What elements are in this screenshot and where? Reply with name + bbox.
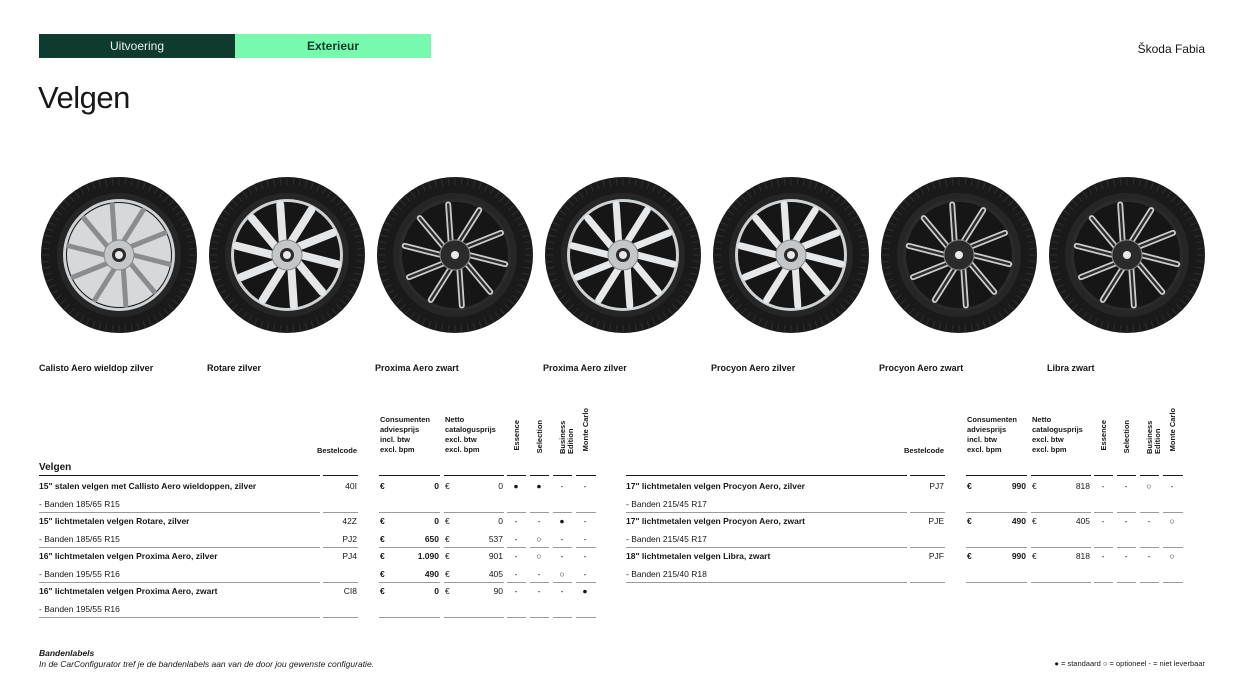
cell-code: 40I (345, 481, 357, 491)
cell-price: 490 (424, 568, 439, 579)
header-consumenten: Consumenten (380, 415, 431, 424)
row-divider (1117, 475, 1136, 476)
row-divider (626, 475, 907, 476)
cell-availability: - (1101, 516, 1105, 526)
cell-availability: - (1147, 516, 1151, 526)
wheel-label: Proxima Aero zwart (375, 363, 459, 373)
header-netto: excl. bpm (1032, 445, 1067, 454)
cell-eur: € (380, 481, 385, 491)
header-trim: Monte Carlo (581, 408, 590, 452)
cell-code: CI8 (343, 586, 357, 596)
cell-availability: - (514, 551, 518, 561)
header-netto: excl. btw (445, 435, 477, 444)
footer-title: Bandenlabels (39, 648, 95, 658)
wheel-label: Rotare zilver (207, 363, 262, 373)
cell-name: 16" lichtmetalen velgen Proxima Aero, zwart (39, 586, 218, 596)
wheel-image-black-libra (1047, 175, 1207, 335)
cell-name: - Banden 215/45 R17 (626, 533, 707, 544)
table-row (39, 565, 596, 582)
table-row (626, 477, 1184, 494)
header-netto: excl. btw (1032, 435, 1064, 444)
row-divider (507, 617, 526, 618)
row-divider (1117, 582, 1136, 583)
cell-price: 990 (1011, 481, 1026, 491)
cell-name: 17" lichtmetalen velgen Procyon Aero, zilver (626, 481, 805, 491)
header-netto: catalogusprijs (445, 425, 496, 434)
cell-availability: - (537, 516, 541, 526)
header-netto: Netto (1032, 415, 1052, 424)
row-divider (1031, 475, 1091, 476)
cell-eur: € (380, 586, 385, 596)
table-row (39, 512, 596, 529)
cell-name: - Banden 195/55 R16 (39, 568, 120, 579)
cell-eur: € (967, 551, 972, 561)
cell-code: PJF (928, 551, 944, 561)
row-divider (1094, 582, 1113, 583)
row-divider (553, 475, 572, 476)
table-row (626, 495, 1184, 512)
cell-availability: - (1124, 516, 1128, 526)
cell-name: 18" lichtmetalen velgen Libra, zwart (626, 551, 771, 561)
cell-availability: - (1170, 481, 1174, 491)
row-divider (444, 617, 504, 618)
header-trim: Business Edition (1145, 420, 1162, 454)
header-trim: Business Edition (558, 420, 575, 454)
row-divider (553, 617, 572, 618)
cell-eur2: € (1032, 481, 1037, 491)
cell-eur2: € (445, 516, 450, 526)
cell-price: 650 (424, 533, 439, 544)
header-consumenten: incl. btw (967, 435, 997, 444)
row-divider (530, 475, 549, 476)
row-divider (910, 475, 945, 476)
tab-uitvoering[interactable]: Uitvoering (39, 34, 235, 58)
cell-availability: - (1124, 481, 1128, 491)
cell-availability: - (583, 533, 587, 544)
row-divider (1094, 475, 1113, 476)
table-row (39, 600, 596, 617)
rims-table-left (39, 406, 596, 626)
cell-availability: - (1124, 551, 1128, 561)
cell-eur: € (967, 516, 972, 526)
cell-availability: - (560, 551, 564, 561)
cell-code: PJ7 (929, 481, 944, 491)
cell-code: PJ4 (342, 551, 357, 561)
cell-net: 818 (1075, 481, 1090, 491)
table-row (39, 477, 596, 494)
header-netto: catalogusprijs (1032, 425, 1083, 434)
cell-availability: - (514, 533, 518, 544)
cell-net: 0 (498, 481, 503, 491)
cell-net: 405 (488, 568, 503, 579)
cell-name: - Banden 185/65 R15 (39, 498, 120, 509)
cell-name: 16" lichtmetalen velgen Proxima Aero, zilver (39, 551, 218, 561)
cell-price: 990 (1011, 551, 1026, 561)
row-divider (323, 617, 358, 618)
row-divider (507, 475, 526, 476)
cell-availability: ● (559, 516, 565, 526)
table-row (626, 547, 1184, 564)
footer-text: In de CarConfigurator tref je de bandenlabels aan van de door jou gewenste configuratie. (39, 659, 375, 669)
row-divider (576, 475, 596, 476)
wheel-image-silver-procyon (711, 175, 871, 335)
row-divider (39, 475, 320, 476)
cell-availability: ○ (1169, 551, 1175, 561)
cell-name: 15" lichtmetalen velgen Rotare, zilver (39, 516, 190, 526)
cell-eur: € (380, 516, 385, 526)
row-divider (1163, 582, 1183, 583)
cell-availability: ● (513, 481, 519, 491)
cell-availability: - (1101, 481, 1105, 491)
section-title: Velgen (39, 462, 72, 473)
wheel-gallery (39, 175, 1209, 340)
cell-net: 537 (488, 533, 503, 544)
header-bestelcode: Bestelcode (317, 446, 358, 455)
wheel-image-black-aero (375, 175, 535, 335)
header-consumenten: excl. bpm (967, 445, 1002, 454)
table-row (39, 530, 596, 547)
row-divider (966, 582, 1027, 583)
cell-eur2: € (1032, 516, 1037, 526)
cell-availability: ○ (559, 568, 565, 579)
cell-price: 490 (1011, 516, 1026, 526)
cell-availability: ● (582, 586, 588, 596)
cell-eur: € (380, 533, 385, 544)
table-row (39, 582, 596, 599)
cell-name: - Banden 215/40 R18 (626, 568, 707, 579)
wheel-image-black-procyon (879, 175, 1039, 335)
cell-price: 1.090 (417, 551, 439, 561)
cell-code: PJ2 (342, 533, 357, 544)
cell-eur2: € (445, 551, 450, 561)
header-consumenten: Consumenten (967, 415, 1018, 424)
cell-name: - Banden 215/45 R17 (626, 498, 707, 509)
wheel-image-steel-cover (39, 175, 199, 335)
table-row (39, 547, 596, 564)
row-divider (379, 475, 440, 476)
table-row (626, 565, 1184, 582)
cell-availability: - (1101, 551, 1105, 561)
cell-availability: - (537, 586, 541, 596)
cell-availability: - (583, 481, 587, 491)
cell-name: 15" stalen velgen met Callisto Aero wieldoppen, zilver (39, 481, 257, 491)
tab-exterieur[interactable]: Exterieur (235, 34, 431, 58)
row-divider (1031, 582, 1091, 583)
cell-name: 17" lichtmetalen velgen Procyon Aero, zwart (626, 516, 805, 526)
cell-availability: ● (536, 481, 542, 491)
header-trim: Selection (535, 420, 544, 454)
cell-availability: - (514, 568, 518, 579)
cell-availability: - (560, 586, 564, 596)
cell-price: 0 (434, 516, 439, 526)
cell-availability: - (560, 481, 564, 491)
cell-availability: - (1147, 551, 1151, 561)
cell-eur: € (380, 551, 385, 561)
cell-code: 42Z (342, 516, 357, 526)
cell-eur2: € (445, 586, 450, 596)
cell-price: 0 (434, 586, 439, 596)
cell-availability: - (537, 568, 541, 579)
brand-label: Škoda Fabia (1137, 42, 1205, 56)
cell-eur: € (967, 481, 972, 491)
cell-net: 0 (498, 516, 503, 526)
row-divider (626, 582, 907, 583)
cell-eur2: € (445, 481, 450, 491)
cell-availability: ○ (1146, 481, 1152, 491)
header-consumenten: adviesprijs (967, 425, 1007, 434)
table-row (626, 512, 1184, 529)
cell-availability: - (514, 516, 518, 526)
row-divider (39, 617, 320, 618)
cell-availability: - (514, 586, 518, 596)
cell-eur2: € (445, 533, 450, 544)
row-divider (379, 617, 440, 618)
cell-net: 901 (488, 551, 503, 561)
header-trim: Monte Carlo (1168, 408, 1177, 452)
header-trim: Essence (512, 420, 521, 451)
header-consumenten: incl. btw (380, 435, 410, 444)
row-divider (444, 475, 504, 476)
table-row (626, 530, 1184, 547)
cell-availability: - (583, 568, 587, 579)
cell-net: 90 (493, 586, 503, 596)
cell-net: 405 (1075, 516, 1090, 526)
cell-eur2: € (1032, 551, 1037, 561)
wheel-label: Procyon Aero zilver (711, 363, 796, 373)
header-consumenten: adviesprijs (380, 425, 420, 434)
cell-eur2: € (445, 568, 450, 579)
cell-availability: - (583, 551, 587, 561)
wheel-label: Libra zwart (1047, 363, 1095, 373)
cell-availability: - (583, 516, 587, 526)
row-divider (1163, 475, 1183, 476)
header-netto: Netto (445, 415, 465, 424)
row-divider (966, 475, 1027, 476)
row-divider (1140, 582, 1159, 583)
header-consumenten: excl. bpm (380, 445, 415, 454)
header-bestelcode: Bestelcode (904, 446, 945, 455)
cell-eur: € (380, 568, 385, 579)
header-trim: Essence (1099, 420, 1108, 451)
row-divider (323, 475, 358, 476)
header-trim: Selection (1122, 420, 1131, 454)
cell-price: 0 (434, 481, 439, 491)
cell-availability: ○ (1169, 516, 1175, 526)
row-divider (910, 582, 945, 583)
wheel-label: Proxima Aero zilver (543, 363, 627, 373)
rims-table-right (626, 406, 1184, 626)
cell-net: 818 (1075, 551, 1090, 561)
legend: ● = standaard ○ = optioneel - = niet leverbaar (1054, 659, 1205, 668)
cell-name: - Banden 185/65 R15 (39, 533, 120, 544)
wheel-image-silver-aero (543, 175, 703, 335)
row-divider (1140, 475, 1159, 476)
cell-availability: ○ (536, 551, 542, 561)
cell-availability: - (560, 533, 564, 544)
wheel-label: Procyon Aero zwart (879, 363, 964, 373)
row-divider (576, 617, 596, 618)
header-netto: excl. bpm (445, 445, 480, 454)
cell-code: PJE (928, 516, 944, 526)
row-divider (530, 617, 549, 618)
cell-availability: ○ (536, 533, 542, 544)
table-row (39, 495, 596, 512)
page-title: Velgen (38, 80, 130, 115)
wheel-label: Calisto Aero wieldop zilver (39, 363, 154, 373)
cell-name: - Banden 195/55 R16 (39, 603, 120, 614)
tab-bar (39, 34, 431, 58)
wheel-image-silver-spoke (207, 175, 367, 335)
